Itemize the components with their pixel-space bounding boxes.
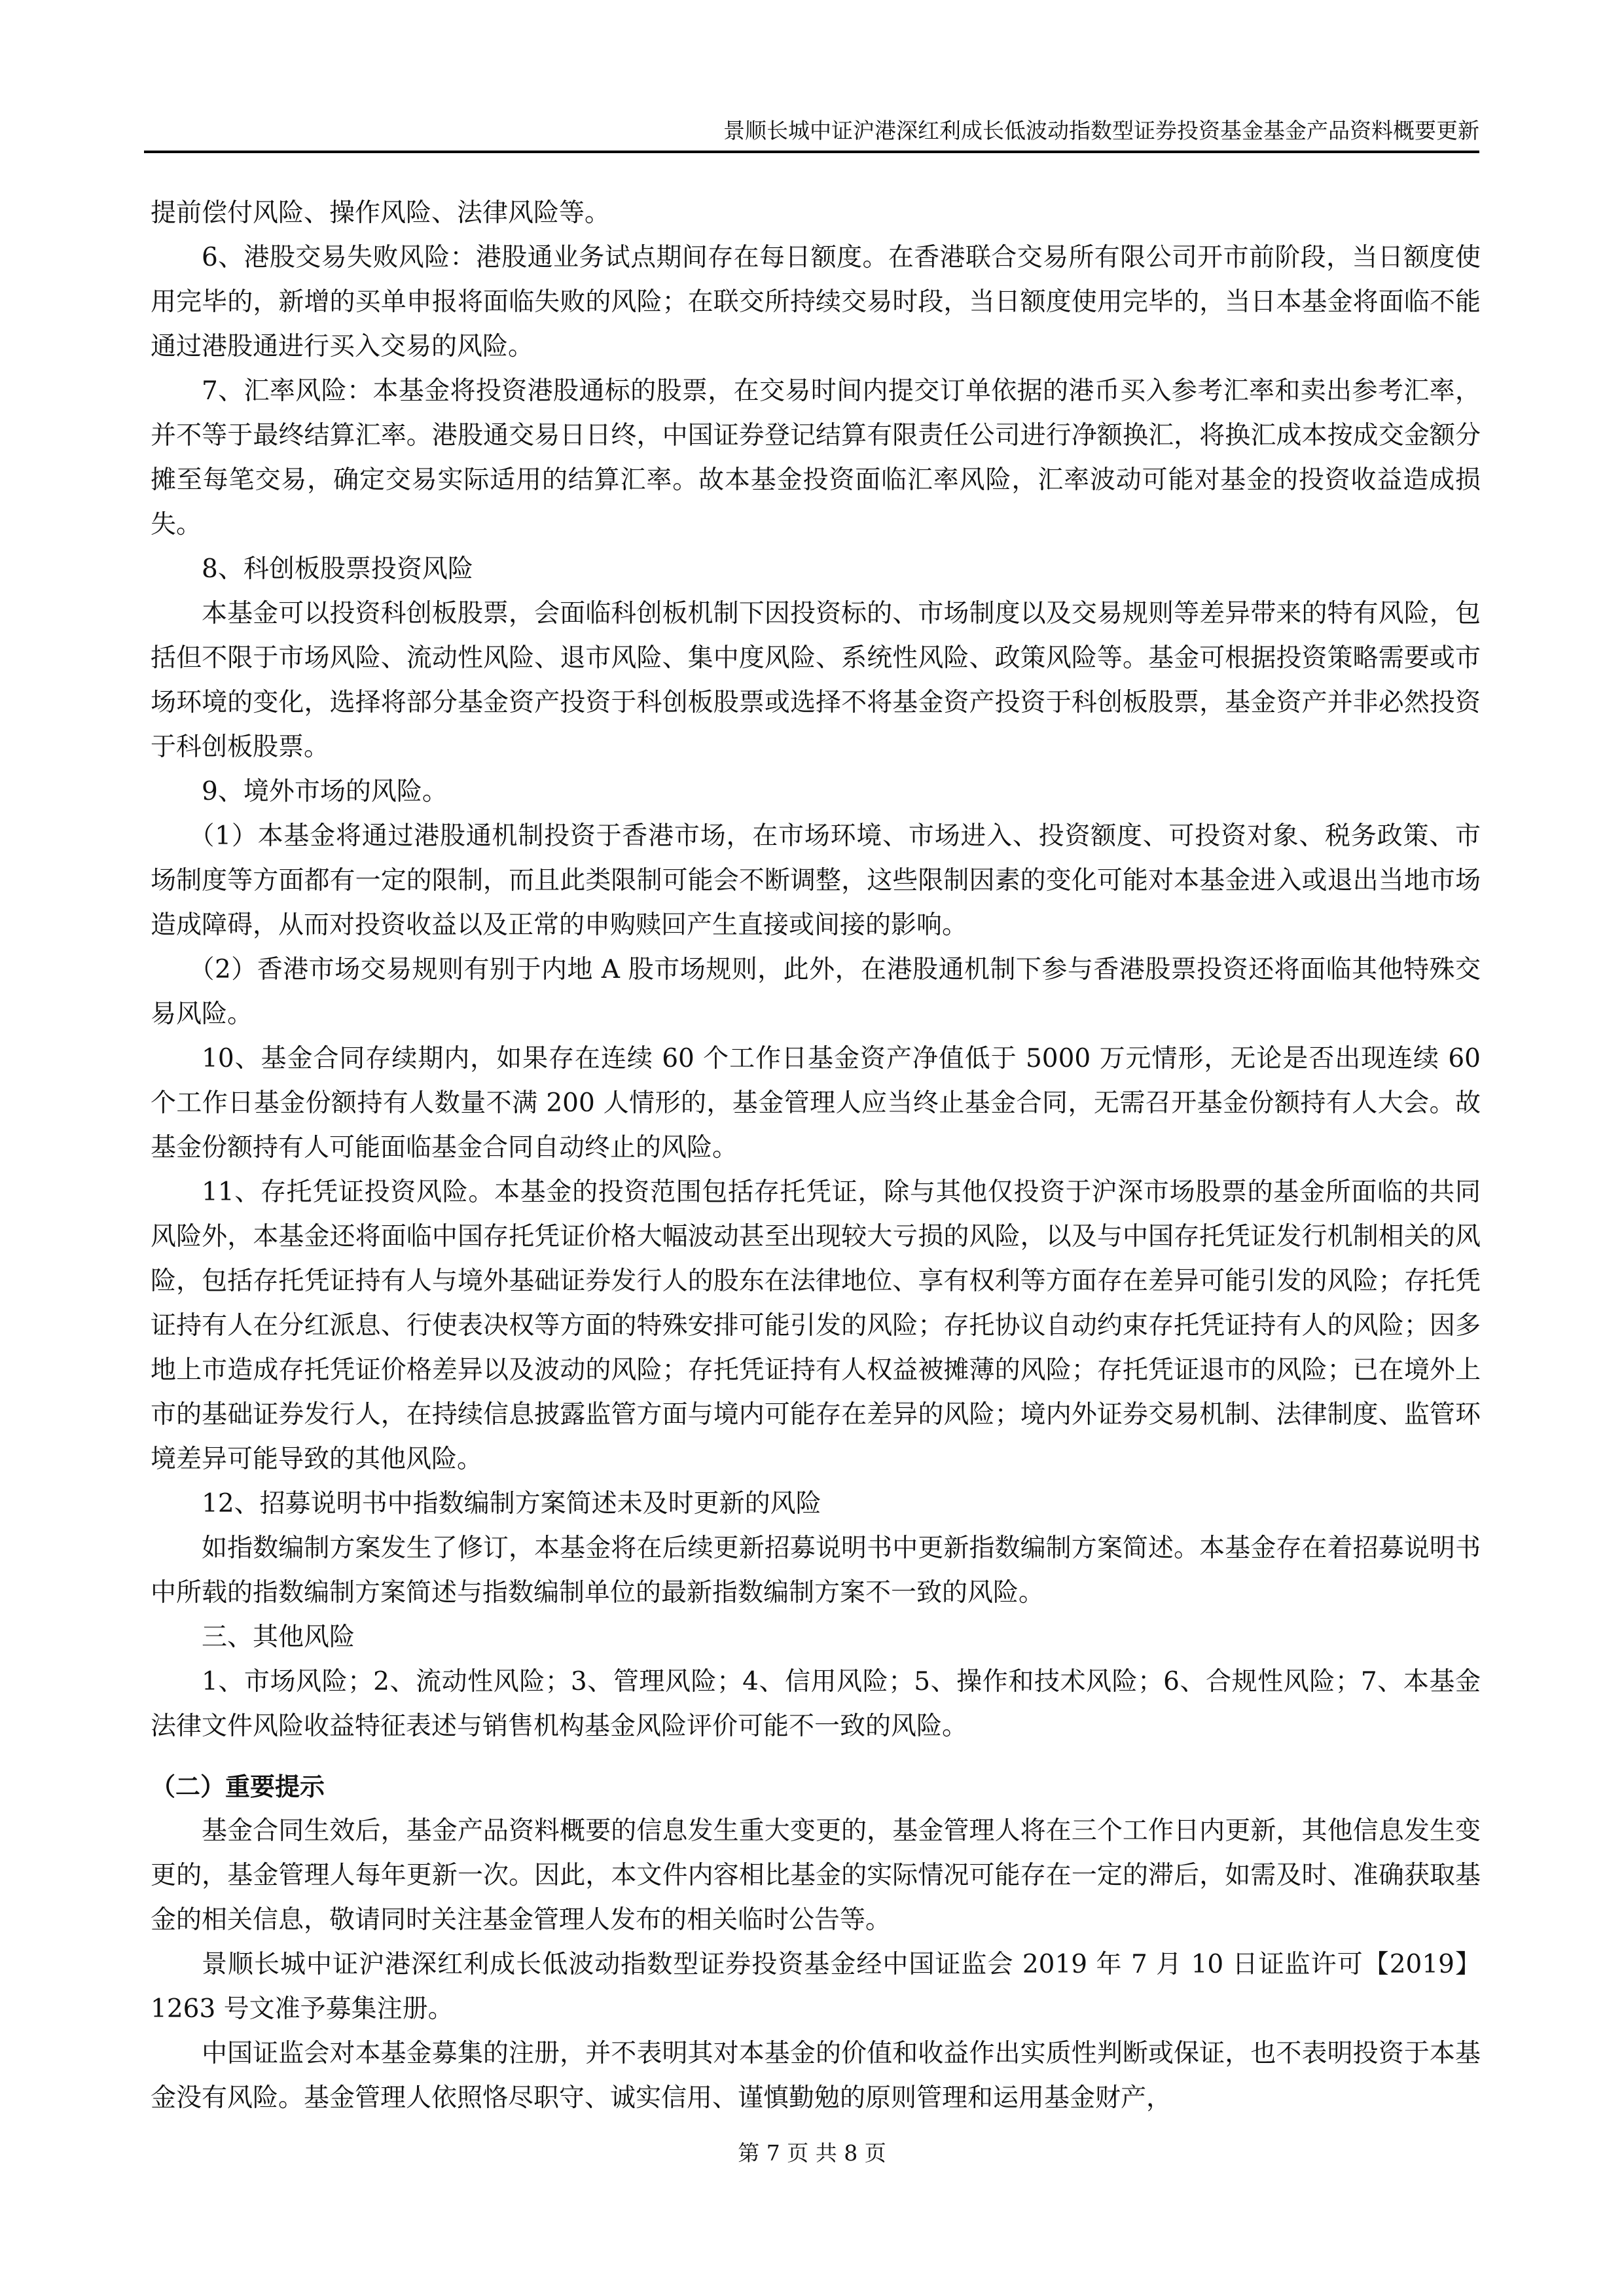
paragraph-other-risks-list: 1、市场风险；2、流动性风险；3、管理风险；4、信用风险；5、操作和技术风险；6、合规性风险；7、本基金法律文件风险收益特征表述与销售机构基金风险评价可能不一致的风险。 <box>151 1667 1481 1741</box>
paragraph-index-method-heading: 12、招募说明书中指数编制方案简述未及时更新的风险 <box>202 1489 821 1518</box>
document-body <box>151 191 1481 2121</box>
paragraph-other-risks-heading: 三、其他风险 <box>202 1623 355 1652</box>
paragraph-star-market-heading: 8、科创板股票投资风险 <box>202 554 473 584</box>
paragraph-star-market-risk: 本基金可以投资科创板股票，会面临科创板机制下因投资标的、市场制度以及交易规则等差异带来的特有风险，包括但不限于市场风险、流动性风险、退市风险、集中度风险、系统性风险、政策风险等。基金可根据投资策略需要或市场环境的变化，选择将部分基金资产投资于科创板股票或选择不将基金资产投资于科创板股票，基金资产并非必然投资于科创板股票。 <box>151 599 1481 762</box>
paragraph-contract-termination-risk: 10、基金合同存续期内，如果存在连续 60 个工作日基金资产净值低于 5000 万元情形，无论是否出现连续 60 个工作日基金份额持有人数量不满 200 人情形的，基金管理人应当终止基金合同，无需召开基金份额持有人大会。故基金份额持有人可能面临基金合同自动终止的风险。 <box>151 1044 1481 1162</box>
paragraph-overseas-market-heading: 9、境外市场的风险。 <box>202 777 448 806</box>
paragraph-exchange-rate-risk: 7、汇率风险：本基金将投资港股通标的股票，在交易时间内提交订单依据的港币买入参考汇率和卖出参考汇率，并不等于最终结算汇率。港股通交易日日终，中国证券登记结算有限责任公司进行净额换汇，将换汇成本按成交金额分摊至每笔交易，确定交易实际适用的结算汇率。故本基金投资面临汇率风险，汇率波动可能对基金的投资收益造成损失。 <box>151 376 1481 539</box>
paragraph-notice-update: 基金合同生效后，基金产品资料概要的信息发生重大变更的，基金管理人将在三个工作日内更新，其他信息发生变更的，基金管理人每年更新一次。因此，本文件内容相比基金的实际情况可能存在一定的滞后，如需及时、准确获取基金的相关信息，敬请同时关注基金管理人发布的相关临时公告等。 <box>151 1816 1481 1935</box>
paragraph-cdr-risk: 11、存托凭证投资风险。本基金的投资范围包括存托凭证，除与其他仅投资于沪深市场股票的基金所面临的共同风险外，本基金还将面临中国存托凭证价格大幅波动甚至出现较大亏损的风险，以及与中国存托凭证发行机制相关的风险，包括存托凭证持有人与境外基础证券发行人的股东在法律地位、享有权利等方面存在差异可能引发的风险；存托凭证持有人在分红派息、行使表决权等方面的特殊安排可能引发的风险；存托协议自动约束存托凭证持有人的风险；因多地上市造成存托凭证价格差异以及波动的风险；存托凭证持有人权益被摊薄的风险；存托凭证退市的风险；已在境外上市的基础证券发行人，在持续信息披露监管方面与境内可能存在差异的风险；境内外证券交易机制、法律制度、监管环境差异可能导致的其他风险。 <box>151 1177 1481 1474</box>
paragraph-notice-registration: 景顺长城中证沪港深红利成长低波动指数型证券投资基金经中国证监会 2019 年 7 月 10 日证监许可【2019】1263 号文准予募集注册。 <box>151 1950 1481 2024</box>
paragraph-index-method-risk: 如指数编制方案发生了修订，本基金将在后续更新招募说明书中更新指数编制方案简述。本基金存在着招募说明书中所载的指数编制方案简述与指数编制单位的最新指数编制方案不一致的风险。 <box>151 1534 1481 1607</box>
paragraph-overseas-market-2: （2）香港市场交易规则有别于内地 A 股市场规则，此外，在港股通机制下参与香港股票投资还将面临其他特殊交易风险。 <box>151 955 1481 1029</box>
paragraph-hk-trade-failure-risk: 6、港股交易失败风险：港股通业务试点期间存在每日额度。在香港联合交易所有限公司开市前阶段，当日额度使用完毕的，新增的买单申报将面临失败的风险；在联交所持续交易时段，当日额度使用完毕的，当日本基金将面临不能通过港股通进行买入交易的风险。 <box>151 243 1481 361</box>
paragraph-overseas-market-1: （1）本基金将通过港股通机制投资于香港市场，在市场环境、市场进入、投资额度、可投资对象、税务政策、市场制度等方面都有一定的限制，而且此类限制可能会不断调整，这些限制因素的变化可能对本基金进入或退出当地市场造成障碍，从而对投资收益以及正常的申购赎回产生直接或间接的影响。 <box>151 821 1481 940</box>
header-title: 景顺长城中证沪港深红利成长低波动指数型证券投资基金基金产品资料概要更新 <box>723 118 1479 143</box>
section-heading-important-notice: （二）重要提示 <box>151 1772 325 1801</box>
page-footer <box>0 2139 1624 2168</box>
paragraph-notice-csrc: 中国证监会对本基金募集的注册，并不表明其对本基金的价值和收益作出实质性判断或保证，也不表明投资于本基金没有风险。基金管理人依照恪尽职守、诚实信用、谨慎勤勉的原则管理和运用基金财产， <box>151 2039 1481 2113</box>
page-number: 第 7 页 共 8 页 <box>738 2140 886 2166</box>
page-header <box>144 117 1479 153</box>
paragraph-continuation: 提前偿付风险、操作风险、法律风险等。 <box>151 198 611 228</box>
